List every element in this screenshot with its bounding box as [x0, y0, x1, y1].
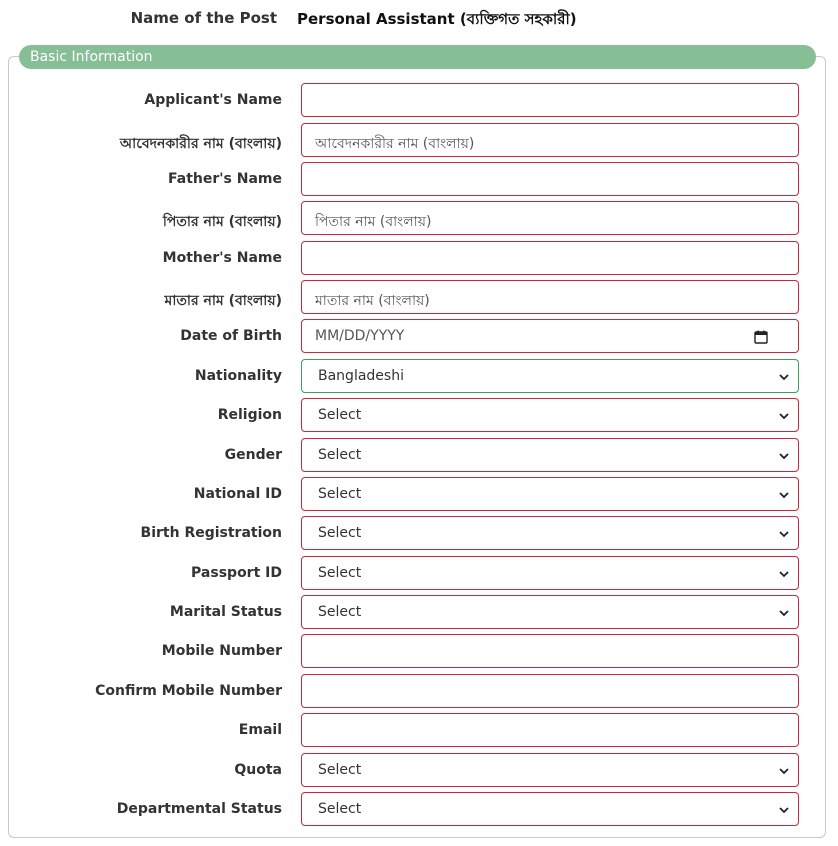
- mobile-number-input[interactable]: [301, 634, 799, 668]
- mother-name-bn-label: মাতার নাম (বাংলায়): [164, 293, 282, 309]
- chevron-down-icon: [778, 450, 790, 462]
- national-id-select[interactable]: [301, 477, 799, 511]
- dob-input[interactable]: [301, 319, 799, 353]
- dob-label: Date of Birth: [180, 328, 282, 344]
- passport-id-value: Select: [318, 565, 362, 581]
- father-name-input[interactable]: [301, 162, 799, 196]
- father-name-bn-row: [0, 201, 838, 235]
- post-name-value: Personal Assistant (ব্যক্তিগত সহকারী): [297, 10, 577, 28]
- departmental-status-value: Select: [318, 801, 362, 817]
- marital-status-value: Select: [318, 604, 362, 620]
- applicant-name-bn-row: [0, 123, 838, 157]
- chevron-down-icon: [778, 804, 790, 816]
- birth-registration-row: [0, 516, 838, 550]
- national-id-row: [0, 477, 838, 511]
- applicant-name-input[interactable]: [301, 83, 799, 117]
- nationality-value: Bangladeshi: [318, 368, 404, 384]
- father-name-row: [0, 162, 838, 196]
- religion-row: [0, 398, 838, 432]
- nationality-label: Nationality: [194, 368, 282, 384]
- passport-id-row: [0, 556, 838, 590]
- chevron-down-icon: [778, 371, 790, 383]
- chevron-down-icon: [778, 607, 790, 619]
- post-name-row: [0, 8, 838, 28]
- birth-registration-value: Select: [318, 525, 362, 541]
- applicant-name-bn-input[interactable]: [301, 123, 799, 157]
- father-name-label: Father's Name: [168, 171, 282, 187]
- marital-status-label: Marital Status: [169, 604, 282, 620]
- mother-name-bn-row: [0, 280, 838, 314]
- mother-name-bn-placeholder: মাতার নাম (বাংলায়): [315, 293, 430, 309]
- applicant-name-row: [0, 83, 838, 117]
- mother-name-label: Mother's Name: [162, 250, 282, 266]
- quota-select[interactable]: [301, 753, 799, 787]
- father-name-bn-label: পিতার নাম (বাংলায়): [162, 214, 282, 230]
- mother-name-row: [0, 241, 838, 275]
- national-id-value: Select: [318, 486, 362, 502]
- email-label: Email: [238, 722, 282, 738]
- dob-row: [0, 319, 838, 353]
- religion-label: Religion: [217, 407, 282, 423]
- calendar-icon[interactable]: [754, 330, 768, 344]
- marital-status-select[interactable]: [301, 595, 799, 629]
- quota-row: [0, 753, 838, 787]
- gender-label: Gender: [224, 447, 282, 463]
- email-row: [0, 713, 838, 747]
- chevron-down-icon: [778, 410, 790, 422]
- religion-value: Select: [318, 407, 362, 423]
- religion-select[interactable]: [301, 398, 799, 432]
- father-name-bn-placeholder: পিতার নাম (বাংলায়): [315, 214, 432, 230]
- chevron-down-icon: [778, 765, 790, 777]
- departmental-status-select[interactable]: [301, 792, 799, 826]
- mobile-number-label: Mobile Number: [161, 643, 282, 659]
- gender-row: [0, 438, 838, 472]
- departmental-status-label: Departmental Status: [116, 801, 282, 817]
- national-id-label: National ID: [193, 486, 282, 502]
- post-name-label: Name of the Post: [130, 9, 277, 27]
- gender-value: Select: [318, 447, 362, 463]
- mother-name-input[interactable]: [301, 241, 799, 275]
- dob-placeholder: MM/DD/YYYY: [315, 328, 405, 344]
- nationality-select[interactable]: [301, 359, 799, 393]
- nationality-row: [0, 359, 838, 393]
- passport-id-select[interactable]: [301, 556, 799, 590]
- birth-registration-label: Birth Registration: [140, 525, 282, 541]
- quota-value: Select: [318, 762, 362, 778]
- applicant-name-bn-label: আবেদনকারীর নাম (বাংলায়): [119, 136, 282, 152]
- applicant-name-label: Applicant's Name: [144, 92, 282, 108]
- confirm-mobile-number-input[interactable]: [301, 674, 799, 708]
- gender-select[interactable]: [301, 438, 799, 472]
- mother-name-bn-input[interactable]: [301, 280, 799, 314]
- quota-label: Quota: [234, 762, 282, 778]
- passport-id-label: Passport ID: [191, 565, 282, 581]
- email-input[interactable]: [301, 713, 799, 747]
- applicant-name-bn-placeholder: আবেদনকারীর নাম (বাংলায়): [315, 136, 475, 152]
- chevron-down-icon: [778, 528, 790, 540]
- chevron-down-icon: [778, 489, 790, 501]
- confirm-mobile-number-row: [0, 674, 838, 708]
- departmental-status-row: [0, 792, 838, 826]
- chevron-down-icon: [778, 568, 790, 580]
- confirm-mobile-number-label: Confirm Mobile Number: [95, 683, 282, 699]
- mobile-number-row: [0, 634, 838, 668]
- father-name-bn-input[interactable]: [301, 201, 799, 235]
- birth-registration-select[interactable]: [301, 516, 799, 550]
- marital-status-row: [0, 595, 838, 629]
- basic-information-legend: Basic Information: [19, 45, 816, 69]
